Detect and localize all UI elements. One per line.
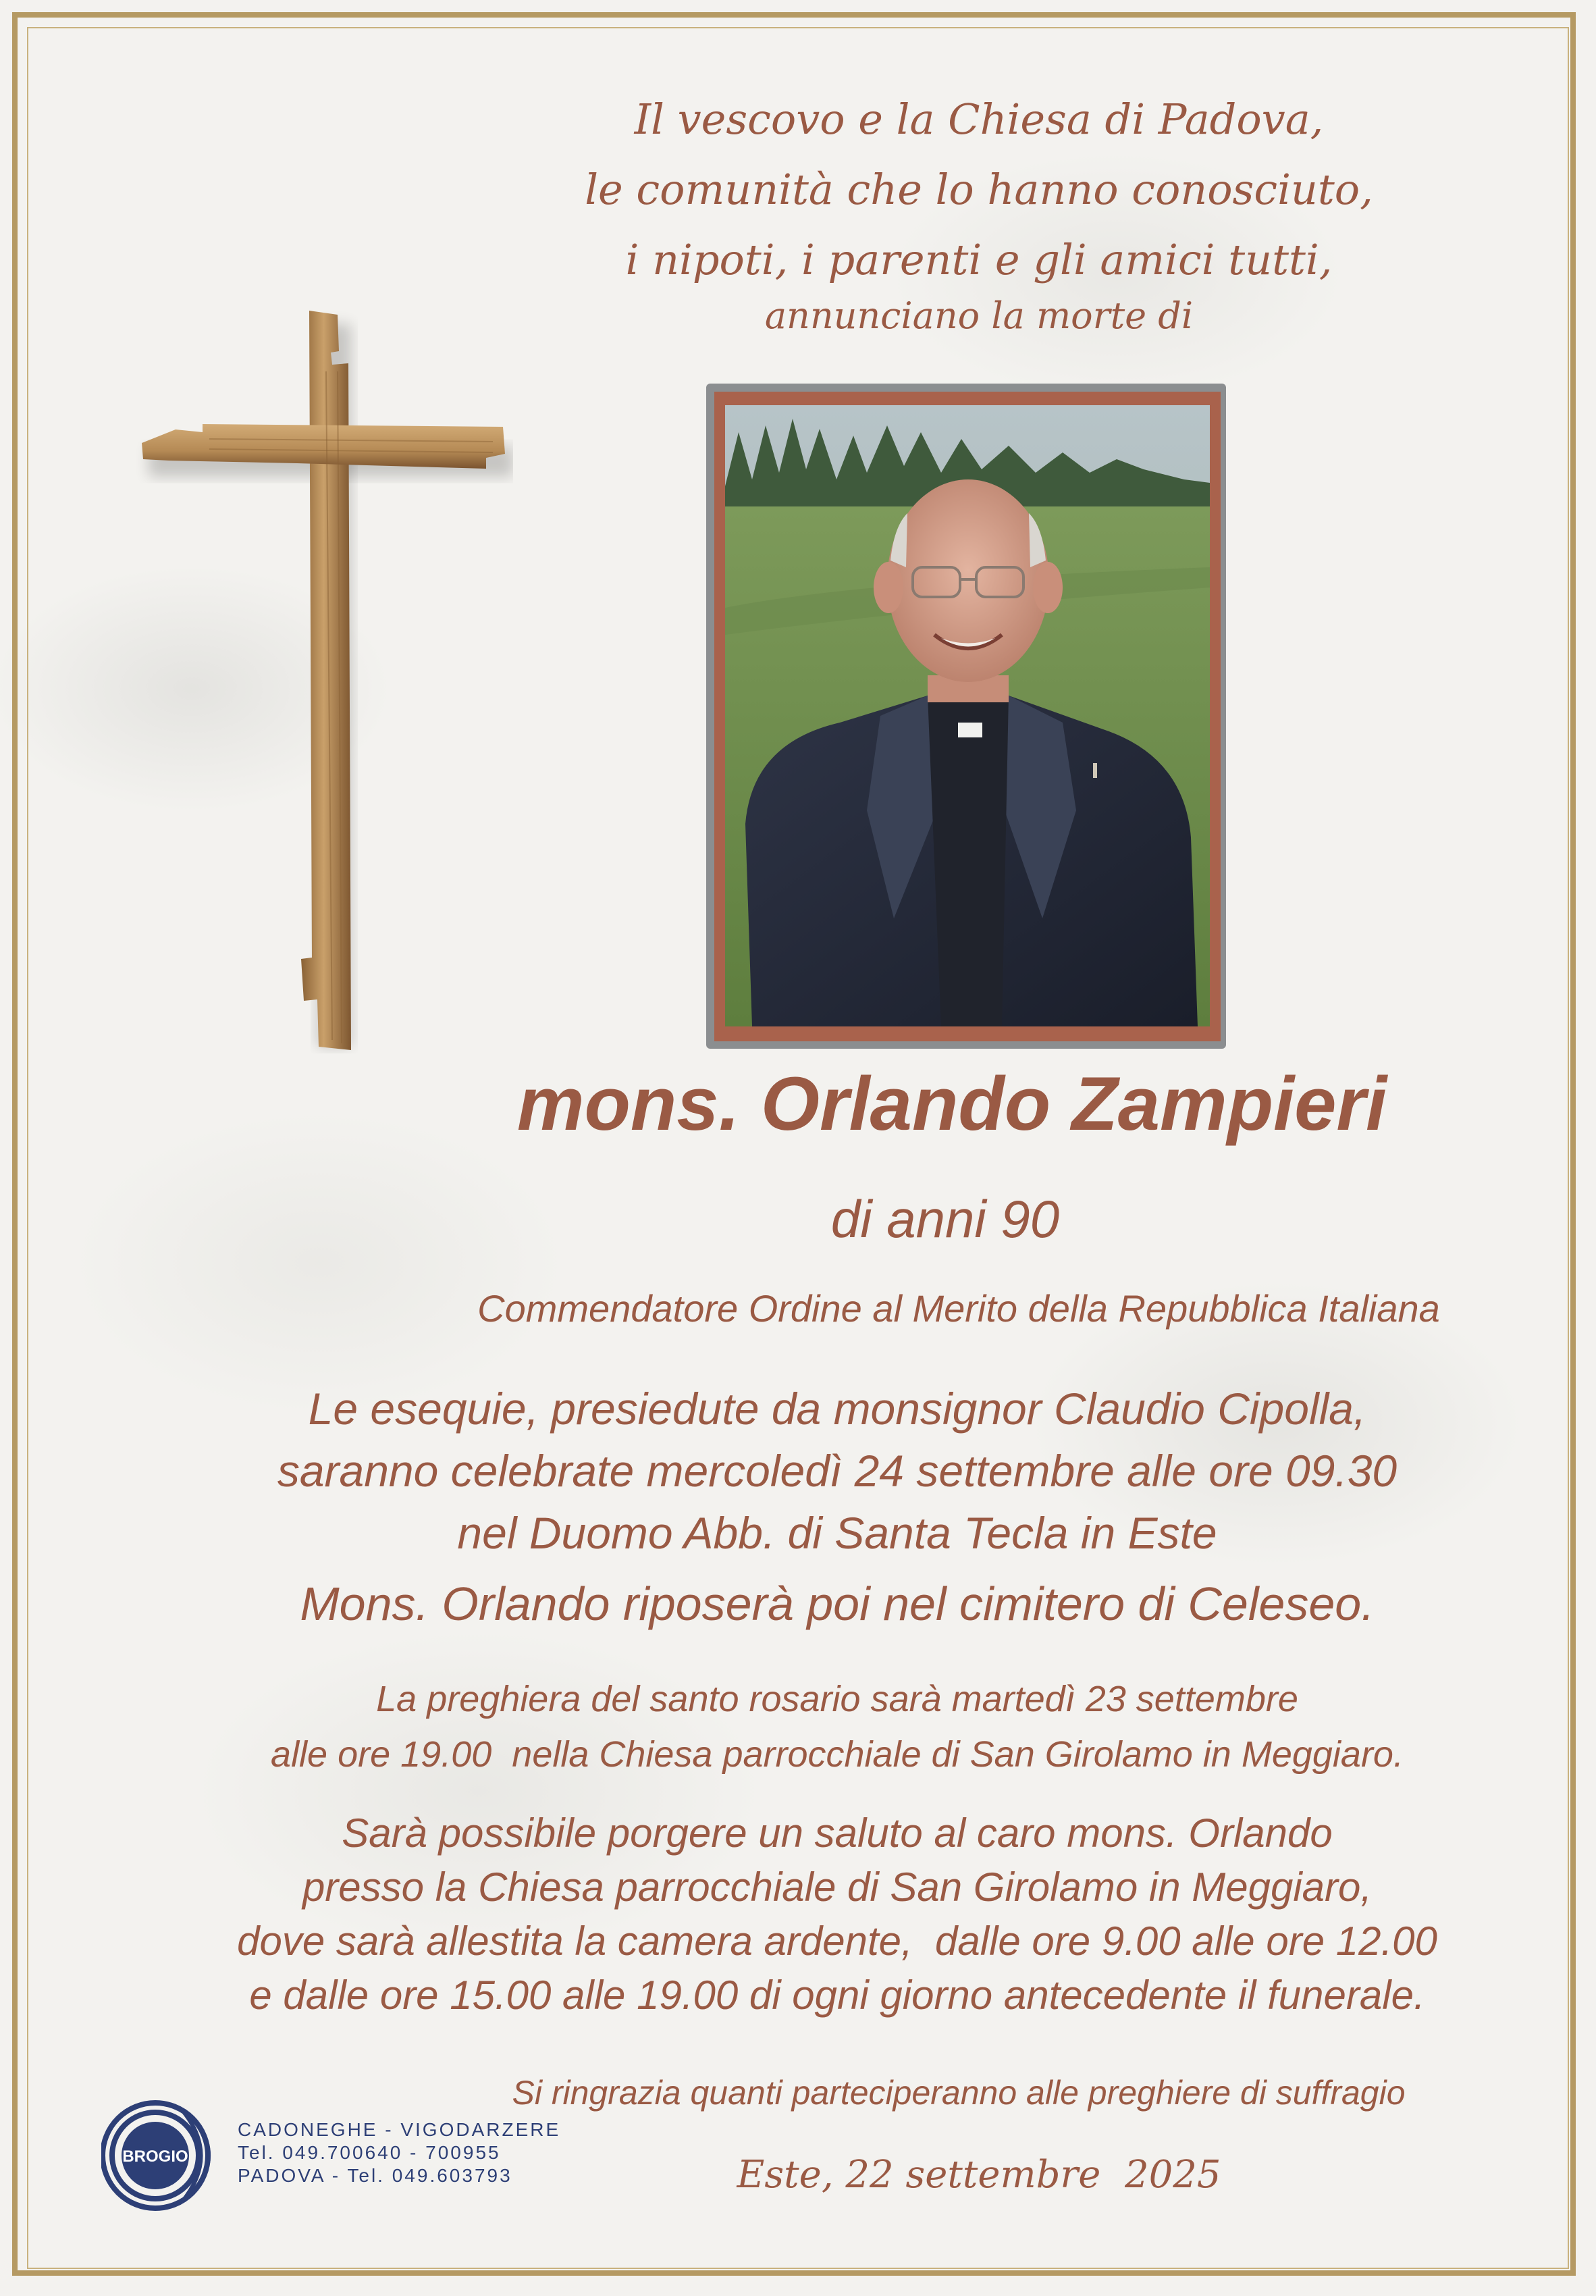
visit-line-3: dove sarà allestita la camera ardente, dalle ore 9.00 alle ore 12.00 — [237, 1919, 1437, 1964]
deceased-age: di anni 90 — [830, 1189, 1060, 1249]
rosary-line-1: La preghiera del santo rosario sarà martedì 23 settembre — [376, 1679, 1298, 1719]
agency-line-1: CADONEGHE - VIGODARZERE — [238, 2119, 561, 2140]
intro-line-3: i nipoti, i parenti e gli amici tutti, — [625, 235, 1333, 284]
visit-line-2: presso la Chiesa parrocchiale di San Girolamo in Meggiaro, — [302, 1864, 1373, 1910]
deceased-name: mons. Orlando Zampieri — [516, 1062, 1387, 1146]
visit-line-1: Sarà possibile porgere un saluto al caro mons. Orlando — [342, 1810, 1333, 1856]
visitation-details — [149, 1806, 1526, 2023]
rosary-details — [162, 1671, 1512, 1782]
deceased-honor: Commendatore Ordine al Merito della Repubblica Italiana — [477, 1287, 1440, 1330]
burial-text: Mons. Orlando riposerà poi nel cimitero di Celeseo. — [300, 1577, 1375, 1630]
place-date: Este, 22 settembre 2025 — [737, 2153, 1221, 2197]
intro-text — [473, 84, 1485, 295]
agency-line-3: PADOVA - Tel. 049.603793 — [238, 2165, 512, 2186]
funeral-line-2: saranno celebrate mercoledì 24 settembre alle ore 09.30 — [277, 1446, 1398, 1496]
logo-text: BROGIO — [122, 2147, 188, 2166]
funeral-line-3: nel Duomo Abb. di Santa Tecla in Este — [457, 1508, 1217, 1558]
intro-line-4: annunciano la morte di — [764, 294, 1194, 337]
wooden-cross-icon — [135, 311, 513, 1053]
funeral-details — [162, 1378, 1512, 1564]
rosary-line-2: alle ore 19.00 nella Chiesa parrocchiale di San Girolamo in Meggiaro. — [271, 1734, 1404, 1775]
agency-logo-icon — [101, 2097, 219, 2215]
agency-line-2: Tel. 049.700640 - 700955 — [238, 2142, 501, 2163]
portrait-photo — [725, 405, 1210, 1026]
visit-line-4: e dalle ore 15.00 alle 19.00 di ogni giorno antecedente il funerale. — [249, 1973, 1425, 2018]
agency-contacts — [238, 2118, 560, 2187]
thanks-text: Si ringrazia quanti parteciperanno alle preghiere di suffragio — [512, 2074, 1406, 2112]
funeral-line-1: Le esequie, presiedute da monsignor Claudio Cipolla, — [308, 1384, 1366, 1434]
intro-line-1: Il vescovo e la Chiesa di Padova, — [634, 95, 1324, 144]
intro-line-2: le comunità che lo hanno conosciuto, — [585, 165, 1373, 214]
